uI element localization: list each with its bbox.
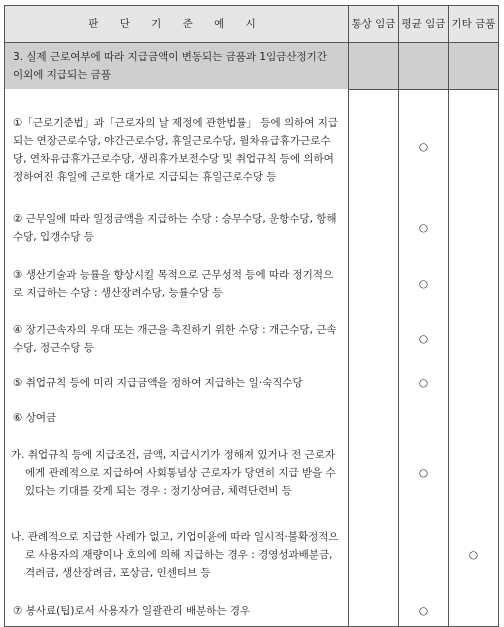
table-row (5, 404, 499, 432)
section-cell-empty (449, 43, 499, 90)
row-text: ①「근로기준법」과「근로자의 날 제정에 관한법률」 등에 의하여 지급되는 연장근로수당, 야간근로수당, 휴일근로수당, 월차유급휴가근로수당, 연차유급휴가근로수당, 생리휴가보전수당 및 취업규칙 등에 의하여 정하여진 휴일에 근로한 대가로 지급되는 휴일근로수당 등 (5, 89, 349, 204)
mark-other (449, 316, 499, 362)
mark-average: ○ (399, 596, 449, 627)
mark-average: ○ (399, 316, 449, 362)
mark-other (449, 89, 499, 204)
section-title: 3. 실제 근로여부에 따라 지급금액이 변동되는 금품과 1임금산정기간 이외에 지급되는 금품 (5, 43, 349, 90)
mark-ordinary (349, 252, 399, 316)
mark-ordinary (349, 89, 399, 204)
mark-other (449, 252, 499, 316)
mark-average: ○ (399, 204, 449, 252)
table-row (5, 514, 499, 596)
table-header-row (5, 6, 499, 43)
row-text: ⑦ 봉사료(팁)로서 사용자가 일괄관리 배분하는 경우 (5, 596, 349, 627)
mark-average (399, 404, 449, 432)
header-ordinary-wage: 통상 임금 (349, 6, 399, 43)
table-row (5, 432, 499, 514)
mark-other: ○ (449, 514, 499, 596)
document-page (4, 5, 498, 627)
header-other-goods: 기타 금품 (449, 6, 499, 43)
mark-ordinary (349, 404, 399, 432)
row-text: ⑤ 취업규칙 등에 미리 지급금액을 정하여 지급하는 일·숙직수당 (5, 362, 349, 404)
header-criteria: 판 단 기 준 예 시 (5, 6, 349, 43)
mark-average: ○ (399, 89, 449, 204)
mark-ordinary (349, 204, 399, 252)
table-row (5, 362, 499, 404)
section-cell-empty (399, 43, 449, 90)
row-text: ⑥ 상여금 (5, 404, 349, 432)
table-row (5, 596, 499, 627)
row-text: ③ 생산기술과 능률을 향상시킬 목적으로 근무성적 등에 따라 정기적으로 지급하는 수당 : 생산장려수당, 능률수당 등 (5, 252, 349, 316)
mark-other (449, 362, 499, 404)
table-row (5, 316, 499, 362)
header-average-wage: 평균 임금 (399, 6, 449, 43)
mark-average: ○ (399, 362, 449, 404)
mark-ordinary (349, 362, 399, 404)
section-header-row (5, 43, 499, 90)
row-text: 나. 관례적으로 지급한 사례가 없고, 기업이윤에 따라 일시적·불확정적으로 사용자의 재량이나 호의에 의해 지급하는 경우 : 경영성과배분금, 격려금, 생산장려금, 포상금, 인센티브 등 (5, 514, 349, 596)
mark-average: ○ (399, 252, 449, 316)
mark-ordinary (349, 316, 399, 362)
mark-other (449, 596, 499, 627)
mark-other (449, 204, 499, 252)
mark-ordinary (349, 514, 399, 596)
row-text: 가. 취업규칙 등에 지급조건, 금액, 지급시기가 정해져 있거나 전 근로자에게 관례적으로 지급하여 사회통념상 근로자가 당연히 지급 받을 수 있다는 기대를 갖게 되는 경우 : 정기상여금, 체력단련비 등 (5, 432, 349, 514)
mark-average: ○ (399, 432, 449, 514)
mark-ordinary (349, 596, 399, 627)
row-text: ④ 장기근속자의 우대 또는 개근을 촉진하기 위한 수당 : 개근수당, 근속수당, 정근수당 등 (5, 316, 349, 362)
section-cell-empty (349, 43, 399, 90)
mark-other (449, 404, 499, 432)
mark-other (449, 432, 499, 514)
table-row (5, 204, 499, 252)
table-row (5, 252, 499, 316)
wage-criteria-table (4, 5, 499, 627)
table-row (5, 89, 499, 204)
mark-average (399, 514, 449, 596)
row-text: ② 근무일에 따라 일정금액을 지급하는 수당 : 승무수당, 운항수당, 항해수당, 입갱수당 등 (5, 204, 349, 252)
mark-ordinary (349, 432, 399, 514)
